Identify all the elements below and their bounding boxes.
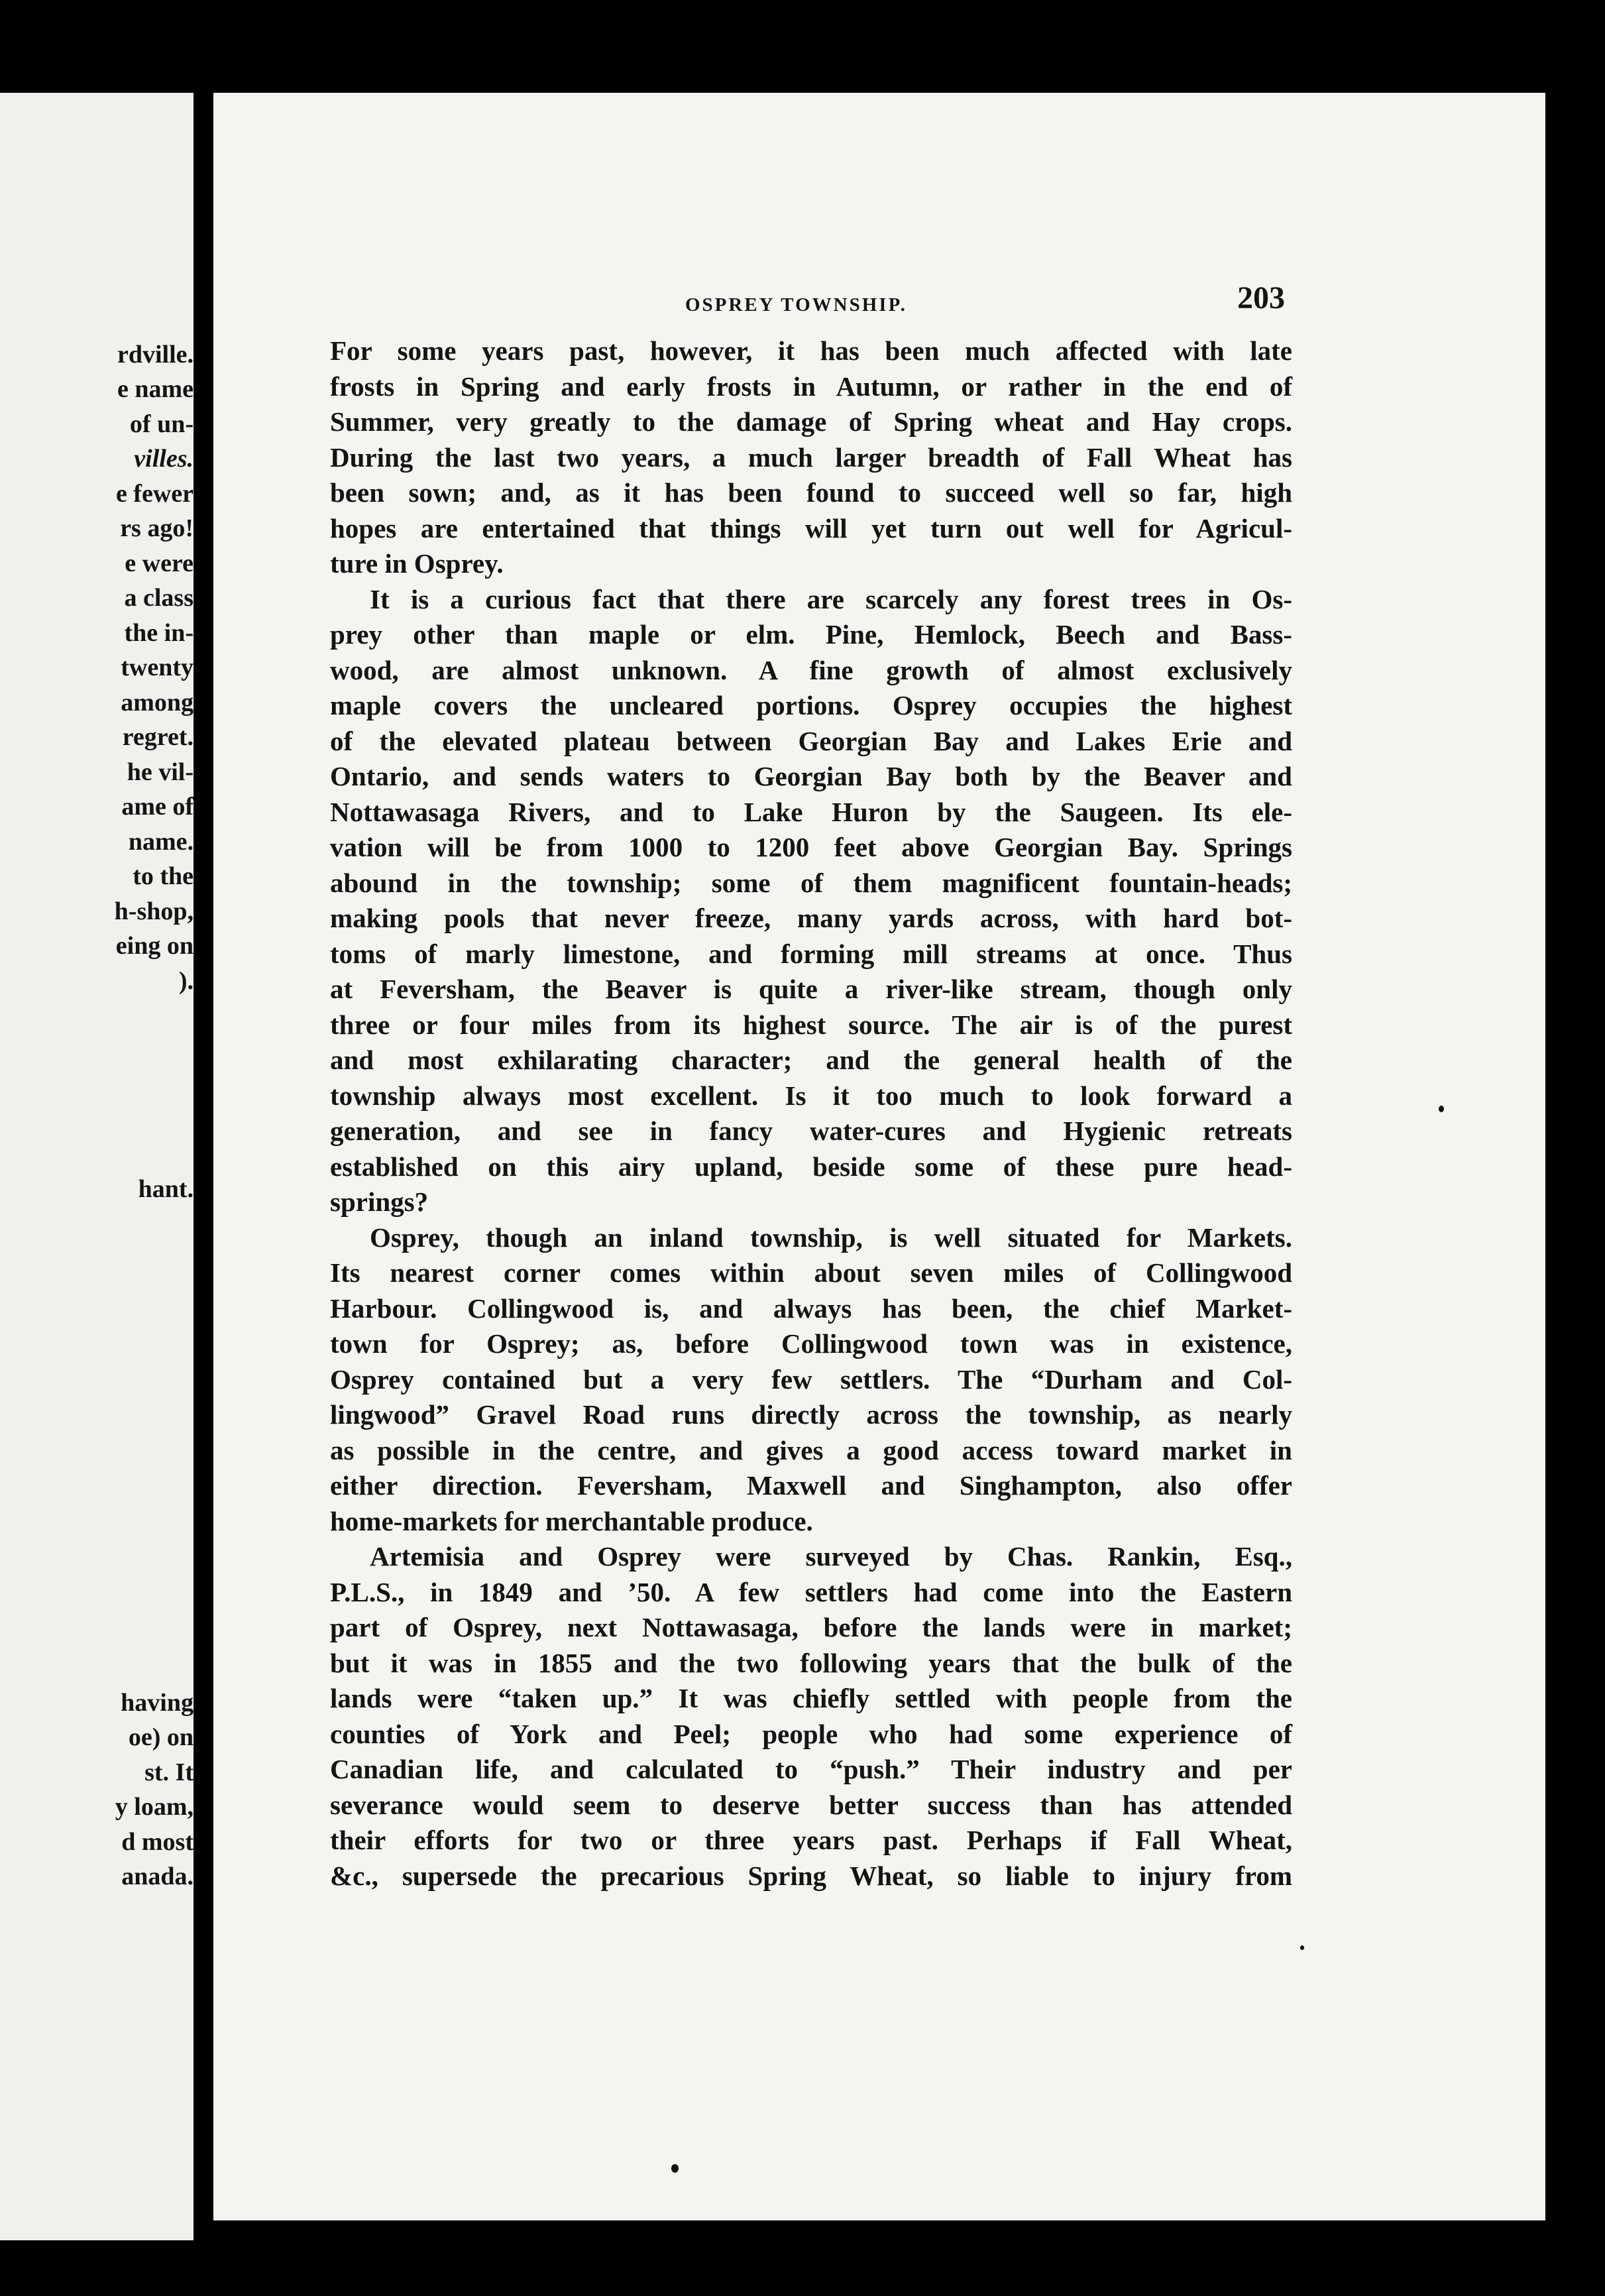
facing-page-fragment: d most: [121, 1828, 194, 1856]
text-line: prey other than maple or elm. Pine, Hemlock, Beech and Bass-: [330, 619, 1292, 650]
text-line: Nottawasaga Rivers, and to Lake Huron by the Saugeen. Its ele-: [330, 796, 1292, 827]
text-line: Canadian life, and calculated to “push.” Their industry and per: [330, 1754, 1292, 1784]
text-line: Osprey, though an inland township, is well situated for Markets.: [370, 1222, 1292, 1253]
text-line: been sown; and, as it has been found to succeed well so far, high: [330, 477, 1292, 508]
text-line: lands were “taken up.” It was chiefly settled with people from the: [330, 1683, 1292, 1713]
facing-page-fragment: eing on: [115, 932, 194, 960]
facing-page-fragment: a class: [124, 584, 194, 612]
facing-page-fragment: ame of: [121, 793, 194, 821]
text-line: wood, are almost unknown. A fine growth of almost exclusively: [330, 654, 1292, 685]
page-number: 203: [1237, 280, 1285, 316]
text-line: their efforts for two or three years past. Perhaps if Fall Wheat,: [330, 1825, 1292, 1855]
page-gutter: [194, 80, 212, 2267]
text-line: Summer, very greatly to the damage of Spring wheat and Hay crops.: [330, 406, 1292, 437]
facing-page-fragment: rdville.: [117, 341, 194, 369]
text-line: and most exhilarating character; and the general health of the: [330, 1045, 1292, 1075]
text-line: part of Osprey, next Nottawasaga, before the lands were in market;: [330, 1612, 1292, 1642]
text-line: Its nearest corner comes within about seven miles of Collingwood: [330, 1257, 1292, 1288]
text-line: three or four miles from its highest source. The air is of the purest: [330, 1009, 1292, 1040]
text-line: &c., supersede the precarious Spring Wheat, so liable to injury from: [330, 1860, 1292, 1891]
facing-page-fragment: oe) on: [128, 1723, 194, 1751]
book-page: [213, 93, 1545, 2220]
text-line: township always most excellent. Is it too much to look forward a: [330, 1080, 1292, 1111]
text-line: counties of York and Peel; people who had some experience of: [330, 1718, 1292, 1749]
text-line: severance would seem to deserve better success than has attended: [330, 1789, 1292, 1820]
text-line: but it was in 1855 and the two following years that the bulk of the: [330, 1647, 1292, 1678]
page-header: [213, 280, 1545, 326]
facing-page-fragment: among: [121, 689, 194, 717]
facing-page-fragment: e name: [117, 375, 194, 403]
facing-page-fragment: regret.: [122, 723, 194, 751]
facing-page-fragment: e were: [125, 549, 194, 577]
text-line: established on this airy upland, beside some of these pure head-: [330, 1151, 1292, 1182]
text-line: home-markets for merchantable produce.: [330, 1505, 813, 1536]
text-line: generation, and see in fancy water-cures and Hygienic retreats: [330, 1116, 1292, 1146]
ink-speck: [671, 2164, 679, 2173]
facing-page-fragment: h-shop,: [114, 897, 194, 925]
facing-page-fragment: having: [121, 1689, 194, 1717]
text-line: It is a curious fact that there are scarcely any forest trees in Os-: [370, 583, 1292, 614]
facing-page-fragment: of un-: [129, 410, 194, 438]
text-line: Harbour. Collingwood is, and always has been, the chief Market-: [330, 1292, 1292, 1324]
facing-page-fragment: name.: [128, 828, 194, 856]
text-line: ture in Osprey.: [330, 548, 504, 579]
text-line: town for Osprey; as, before Collingwood town was in existence,: [330, 1328, 1292, 1359]
text-line: lingwood” Gravel Road runs directly across the township, as nearly: [330, 1399, 1292, 1430]
facing-page-fragment: twenty: [121, 654, 194, 681]
text-line: Ontario, and sends waters to Georgian Bay both by the Beaver and: [330, 761, 1292, 791]
text-line: vation will be from 1000 to 1200 feet above Georgian Bay. Springs: [330, 832, 1292, 862]
facing-page-fragment: y loam,: [115, 1793, 194, 1821]
text-line: at Feversham, the Beaver is quite a river-like stream, though only: [330, 974, 1292, 1004]
facing-page-fragment: anada.: [121, 1863, 194, 1890]
ink-speck: [1300, 1945, 1304, 1950]
facing-page-edge: [0, 93, 194, 2240]
text-line: For some years past, however, it has been much affected with late: [330, 335, 1292, 366]
ink-speck: [1439, 1106, 1444, 1112]
facing-page-fragment: st. It: [144, 1758, 194, 1786]
text-line: making pools that never freeze, many yards across, with hard bot-: [330, 903, 1292, 933]
text-line: toms of marly limestone, and forming mill streams at once. Thus: [330, 938, 1292, 969]
text-line: P.L.S., in 1849 and ’50. A few settlers had come into the Eastern: [330, 1576, 1292, 1607]
facing-page-fragment: rs ago!: [120, 514, 194, 542]
text-line: as possible in the centre, and gives a good access toward market in: [330, 1434, 1292, 1465]
facing-page-fragment: to the: [133, 862, 194, 890]
text-line: Osprey contained but a very few settlers. The “Durham and Col-: [330, 1363, 1292, 1395]
text-line: abound in the township; some of them magnificent fountain-heads;: [330, 867, 1292, 898]
facing-page-fragment: he vil-: [127, 758, 194, 786]
text-line: During the last two years, a much larger breadth of Fall Wheat has: [330, 441, 1292, 473]
text-line: hopes are entertained that things will yet turn out well for Agricul-: [330, 512, 1292, 544]
facing-page-fragment: villes.: [134, 445, 194, 473]
text-line: either direction. Feversham, Maxwell and Singhampton, also offer: [330, 1470, 1292, 1501]
facing-page-fragment: ).: [178, 967, 194, 995]
facing-page-fragment: hant.: [138, 1175, 194, 1203]
text-line: Artemisia and Osprey were surveyed by Chas. Rankin, Esq.,: [370, 1541, 1292, 1572]
text-line: maple covers the uncleared portions. Osprey occupies the highest: [330, 690, 1292, 720]
running-head: OSPREY TOWNSHIP.: [685, 294, 907, 316]
body-text: [330, 333, 1292, 1894]
facing-page-fragment: the in-: [124, 619, 194, 647]
text-line: frosts in Spring and early frosts in Autumn, or rather in the end of: [330, 371, 1292, 402]
facing-page-fragment: e fewer: [115, 480, 194, 508]
text-line: springs?: [330, 1186, 429, 1217]
text-line: of the elevated plateau between Georgian Bay and Lakes Erie and: [330, 725, 1292, 756]
